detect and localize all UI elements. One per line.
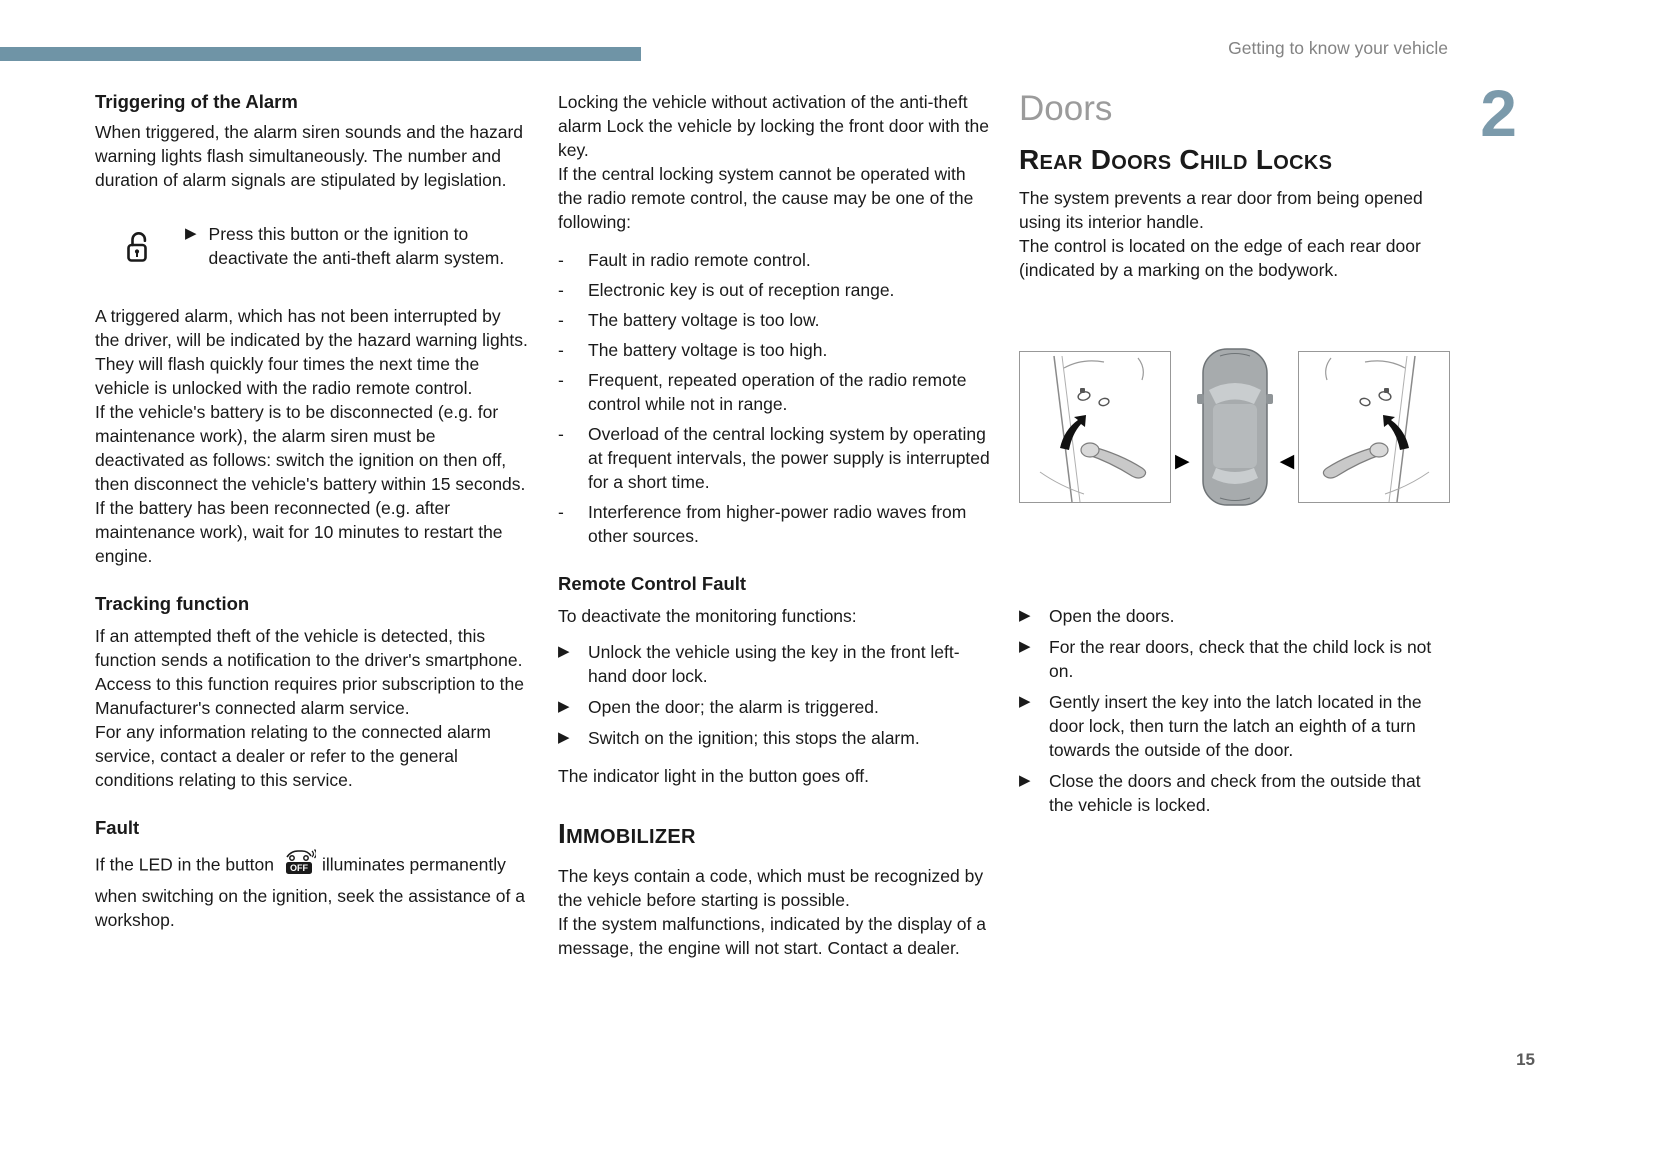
- cause-text: Interference from higher-power radio waves from other sources.: [588, 502, 967, 546]
- step-item: [1019, 690, 1449, 762]
- cause-text: The battery voltage is too low.: [588, 310, 820, 330]
- deactivate-steps: [558, 640, 990, 750]
- paragraph: If the vehicle's battery is to be disconnected (e.g. for maintenance work), the alarm siren must be deactivated as follows: switch the ignition on then off, then disconnect the vehicle's battery within 15 seconds.: [95, 402, 526, 494]
- fault-text-after: illuminates permanently when switching on the ignition, seek the assistance of a workshop.: [95, 854, 525, 930]
- arrow-bullet-icon: ▶: [558, 698, 570, 715]
- step-item: [558, 726, 990, 750]
- step-text: Close the doors and check from the outside that the vehicle is locked.: [1049, 771, 1421, 815]
- list-item: [558, 248, 990, 272]
- paragraph: Access to this function requires prior subscription to the Manufacturer's connected alarm service.: [95, 674, 524, 718]
- door-edge-image-right: [1298, 351, 1450, 503]
- arrow-bullet-icon: ▶: [1019, 693, 1031, 710]
- dash-bullet: -: [558, 280, 564, 300]
- heading-triggering-alarm: Triggering of the Alarm: [95, 91, 298, 112]
- heading-rear-doors-child-locks: Rear Doors Child Locks: [1019, 144, 1333, 175]
- step-item: [1019, 604, 1449, 628]
- step-text: Unlock the vehicle using the key in the front left-hand door lock.: [588, 642, 960, 686]
- car-top-view-image: [1194, 346, 1276, 508]
- paragraph: If an attempted theft of the vehicle is detected, this function sends a notification to the driver's smartphone.: [95, 626, 523, 670]
- arrow-bullet-icon: ▶: [558, 643, 570, 660]
- paragraph: The system prevents a rear door from being opened using its interior handle.: [1019, 188, 1423, 232]
- chapter-accent-bar: [0, 47, 641, 61]
- list-item: [558, 278, 990, 302]
- list-item: [558, 338, 990, 362]
- step-text: For the rear doors, check that the child lock is not on.: [1049, 637, 1432, 681]
- running-header: Getting to know your vehicle: [1228, 38, 1448, 58]
- dash-bullet: -: [558, 310, 564, 330]
- triangle-left-icon: ◀: [1279, 451, 1295, 472]
- arrow-bullet-icon: ▶: [185, 225, 197, 242]
- child-lock-figure: [1019, 346, 1449, 508]
- heading-fault: Fault: [95, 817, 140, 838]
- heading-tracking-function: Tracking function: [95, 593, 250, 614]
- arrow-bullet-icon: ▶: [1019, 772, 1031, 789]
- paragraph: If the system malfunctions, indicated by the display of a message, the engine will not start. Contact a dealer.: [558, 914, 986, 958]
- paragraph: To deactivate the monitoring functions:: [558, 606, 857, 626]
- unlock-note: [95, 222, 529, 270]
- door-edge-image-left: [1019, 351, 1171, 503]
- list-item: [558, 308, 990, 332]
- dash-bullet: -: [558, 340, 564, 360]
- cause-text: Frequent, repeated operation of the radio remote control while not in range.: [588, 370, 967, 414]
- step-text: Switch on the ignition; this stops the alarm.: [588, 728, 920, 748]
- cause-text: Fault in radio remote control.: [588, 250, 811, 270]
- column-middle: [558, 90, 990, 960]
- dash-bullet: -: [558, 250, 564, 270]
- dash-bullet: -: [558, 370, 564, 390]
- step-text: Open the door; the alarm is triggered.: [588, 697, 879, 717]
- list-item: [558, 500, 990, 548]
- chapter-number: 2: [1480, 76, 1517, 150]
- causes-list: [558, 248, 990, 548]
- dash-bullet: -: [558, 424, 564, 444]
- cause-text: Overload of the central locking system by operating at frequent intervals, the power supply is interrupted for a short time.: [588, 424, 990, 492]
- paragraph: If the battery has been reconnected (e.g. after maintenance work), wait for 10 minutes to restart the engine.: [95, 498, 503, 566]
- step-item: [558, 695, 990, 719]
- column-left: [95, 90, 529, 932]
- dash-bullet: -: [558, 502, 564, 522]
- fault-text-before: If the LED in the button: [95, 854, 275, 875]
- triangle-right-icon: ▶: [1175, 451, 1190, 472]
- paragraph: If the central locking system cannot be operated with the radio remote control, the cause may be one of the following:: [558, 164, 974, 232]
- child-lock-steps: [1019, 604, 1449, 817]
- step-text: Gently insert the key into the latch located in the door lock, then turn the latch an eighth of a turn towards the outside of the door.: [1049, 692, 1422, 760]
- heading-doors: Doors: [1019, 89, 1113, 128]
- paragraph: The keys contain a code, which must be recognized by the vehicle before starting is possible.: [558, 866, 984, 910]
- paragraph: A triggered alarm, which has not been interrupted by the driver, will be indicated by the hazard warning lights. They will flash quickly four times the next time the vehicle is unlocked with the radio remote control.: [95, 306, 528, 398]
- paragraph: Locking the vehicle without activation of the anti-theft alarm Lock the vehicle by locking the front door with the key.: [558, 92, 989, 160]
- step-item: [1019, 769, 1449, 817]
- page-number: 15: [1516, 1050, 1535, 1069]
- paragraph: When triggered, the alarm siren sounds and the hazard warning lights flash simultaneously. The number and duration of alarm signals are stipulated by legislation.: [95, 122, 524, 190]
- heading-remote-control-fault: Remote Control Fault: [558, 573, 747, 594]
- paragraph: The indicator light in the button goes off.: [558, 766, 869, 786]
- cause-text: The battery voltage is too high.: [588, 340, 828, 360]
- list-item: [558, 422, 990, 494]
- alarm-off-button-icon: [280, 846, 316, 882]
- off-button-label: OFF: [290, 863, 309, 873]
- step-item: [558, 640, 990, 688]
- heading-immobilizer: Immobilizer: [558, 818, 696, 849]
- column-right: [1019, 90, 1449, 824]
- unlock-icon: [125, 222, 185, 270]
- fault-paragraph: [95, 848, 529, 932]
- arrow-bullet-icon: ▶: [1019, 638, 1031, 655]
- paragraph: The control is located on the edge of each rear door (indicated by a marking on the bodywork.: [1019, 236, 1421, 280]
- arrow-bullet-icon: ▶: [558, 729, 570, 746]
- arrow-bullet-icon: ▶: [1019, 607, 1031, 624]
- cause-text: Electronic key is out of reception range.: [588, 280, 895, 300]
- step-item: [1019, 635, 1449, 683]
- step-text: Open the doors.: [1049, 606, 1175, 626]
- list-item: [558, 368, 990, 416]
- unlock-note-text: Press this button or the ignition to deactivate the anti-theft alarm system.: [208, 224, 505, 268]
- paragraph: For any information relating to the connected alarm service, contact a dealer or refer to the general conditions relating to this service.: [95, 722, 491, 790]
